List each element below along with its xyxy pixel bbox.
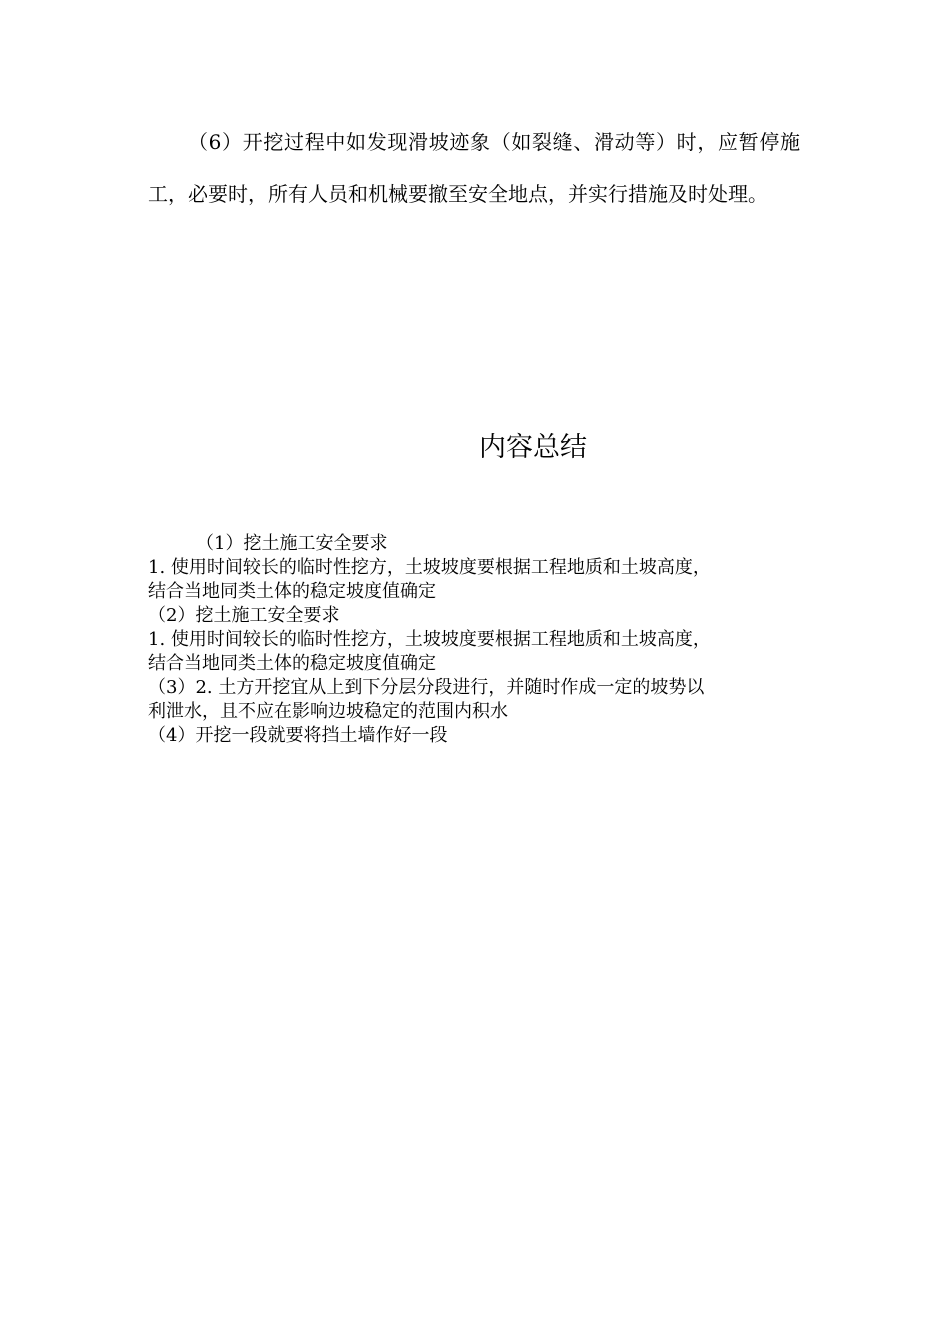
summary-line: （1）挖土施工安全要求 — [196, 533, 388, 554]
summary-line: （2）挖土施工安全要求 — [148, 605, 340, 626]
summary-title: 内容总结 — [479, 432, 587, 463]
summary-line: （4）开挖一段就要将挡土墙作好一段 — [148, 725, 448, 746]
summary-line: 结合当地同类土体的稳定坡度值确定 — [148, 653, 436, 674]
body-paragraph: （6）开挖过程中如发现滑坡迹象（如裂缝、滑动等）时，应暂停施工，必要时，所有人员和机械要撤至安全地点，并实行措施及时处理。 — [148, 130, 800, 206]
summary-line: 结合当地同类土体的稳定坡度值确定 — [148, 581, 436, 602]
summary-line: 利泄水，且不应在影响边坡稳定的范围内积水 — [148, 701, 508, 722]
summary-body — [148, 532, 800, 748]
summary-line: 1. 使用时间较长的临时性挖方，土坡坡度要根据工程地质和土坡高度， — [148, 629, 711, 650]
summary-line: （3）2. 土方开挖宜从上到下分层分段进行，并随时作成一定的坡势以 — [148, 677, 705, 698]
summary-line: 1. 使用时间较长的临时性挖方，土坡坡度要根据工程地质和土坡高度， — [148, 557, 711, 578]
